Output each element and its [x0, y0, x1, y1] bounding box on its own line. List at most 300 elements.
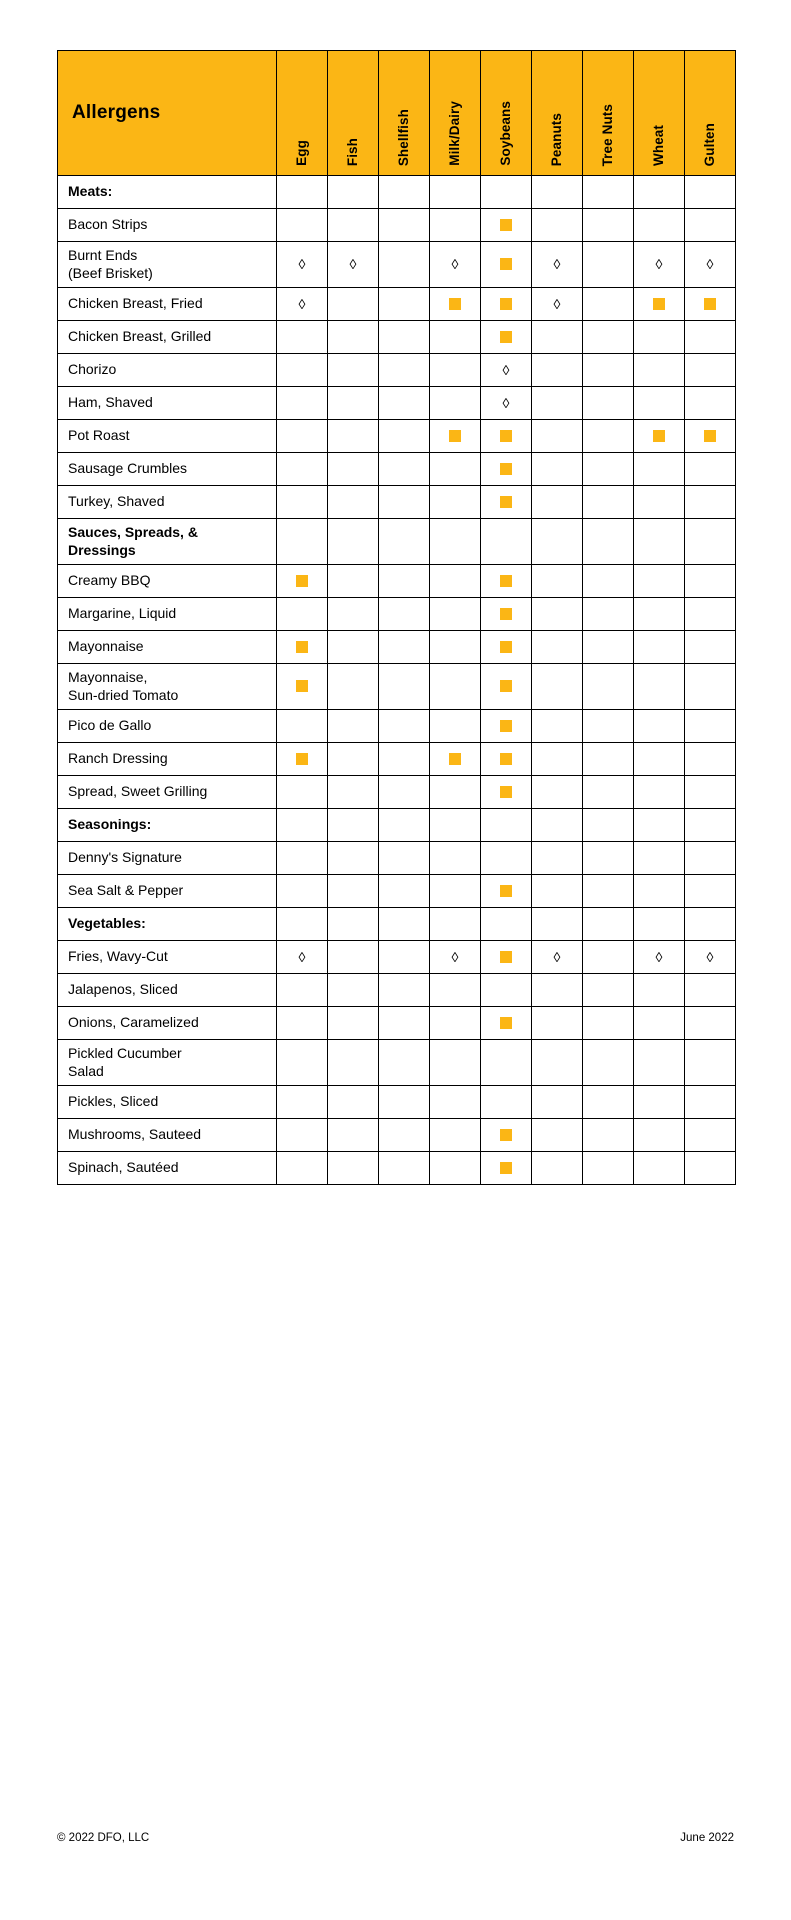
allergen-cell [481, 321, 532, 354]
allergen-cell [532, 908, 583, 941]
allergen-cell [685, 875, 736, 908]
contains-allergen-square-icon [500, 219, 512, 231]
allergen-cell [583, 664, 634, 710]
allergen-cell [379, 453, 430, 486]
contains-allergen-square-icon [449, 430, 461, 442]
allergen-cell [379, 519, 430, 565]
table-header [58, 51, 736, 176]
allergen-cell [634, 908, 685, 941]
footer [57, 1832, 734, 1844]
allergen-cell [583, 1119, 634, 1152]
allergen-cell [532, 1040, 583, 1086]
allergen-cell [277, 1007, 328, 1040]
allergen-cell [430, 664, 481, 710]
row-label: Sausage Crumbles [58, 453, 277, 486]
allergen-cell [379, 420, 430, 453]
allergen-cell [634, 809, 685, 842]
allergen-cell [277, 1086, 328, 1119]
allergen-cell [277, 974, 328, 1007]
row-label: Fries, Wavy-Cut [58, 941, 277, 974]
allergen-cell [277, 710, 328, 743]
contains-allergen-square-icon [500, 885, 512, 897]
allergen-cell [583, 565, 634, 598]
allergen-cell [481, 565, 532, 598]
allergen-cell [481, 242, 532, 288]
allergen-cell [634, 743, 685, 776]
row-label: Mayonnaise [58, 631, 277, 664]
allergen-cell [532, 974, 583, 1007]
row-label: Sea Salt & Pepper [58, 875, 277, 908]
column-header-shellfish [379, 51, 430, 176]
table-row [58, 743, 736, 776]
table-row [58, 1040, 736, 1086]
allergen-cell [685, 176, 736, 209]
allergen-cell [430, 776, 481, 809]
allergen-cell [583, 1007, 634, 1040]
allergen-cell [532, 1086, 583, 1119]
allergen-cell [634, 1152, 685, 1185]
allergen-cell [430, 631, 481, 664]
allergen-cell [532, 842, 583, 875]
allergen-cell [685, 387, 736, 420]
allergen-table-container [57, 50, 734, 1185]
allergen-cell [532, 710, 583, 743]
allergen-cell [634, 1007, 685, 1040]
allergen-cell [685, 1086, 736, 1119]
allergen-cell [379, 209, 430, 242]
may-contain-allergen-diamond-icon: ◊ [553, 948, 561, 965]
allergen-cell [685, 1119, 736, 1152]
row-label: Mushrooms, Sauteed [58, 1119, 277, 1152]
allergen-cell [277, 809, 328, 842]
allergen-cell [685, 908, 736, 941]
allergen-cell [583, 974, 634, 1007]
allergen-cell [481, 974, 532, 1007]
allergen-cell [685, 710, 736, 743]
allergen-cell [583, 519, 634, 565]
may-contain-allergen-diamond-icon: ◊ [553, 256, 561, 273]
table-row [58, 974, 736, 1007]
table-section-row [58, 519, 736, 565]
allergen-cell [481, 664, 532, 710]
allergen-cell [328, 776, 379, 809]
allergen-cell [685, 354, 736, 387]
allergen-cell [430, 941, 481, 974]
allergen-cell [277, 941, 328, 974]
column-header-label: Tree Nuts [600, 103, 616, 166]
allergen-cell [379, 631, 430, 664]
allergen-cell [583, 743, 634, 776]
allergen-cell [481, 842, 532, 875]
allergen-cell [685, 420, 736, 453]
allergen-cell [379, 875, 430, 908]
allergen-cell [685, 776, 736, 809]
row-label: Sauces, Spreads, & Dressings [58, 519, 277, 565]
table-row [58, 1086, 736, 1119]
allergen-cell [430, 908, 481, 941]
allergen-cell [634, 875, 685, 908]
table-row [58, 1119, 736, 1152]
column-header-label: Wheat [651, 125, 667, 166]
contains-allergen-square-icon [500, 1017, 512, 1029]
allergen-cell [277, 842, 328, 875]
allergen-cell [583, 486, 634, 519]
allergen-cell [583, 387, 634, 420]
allergen-cell [532, 242, 583, 288]
allergen-cell [583, 209, 634, 242]
allergen-cell [379, 842, 430, 875]
allergen-cell [277, 486, 328, 519]
allergen-cell [430, 242, 481, 288]
allergen-cell [583, 288, 634, 321]
row-label: Mayonnaise, Sun-dried Tomato [58, 664, 277, 710]
allergen-cell [481, 387, 532, 420]
allergen-cell [583, 1086, 634, 1119]
allergen-cell [583, 598, 634, 631]
allergen-cell [583, 176, 634, 209]
allergen-cell [634, 209, 685, 242]
allergen-cell [277, 776, 328, 809]
row-label: Spinach, Sautéed [58, 1152, 277, 1185]
allergen-cell [328, 565, 379, 598]
table-row [58, 420, 736, 453]
allergen-cell [430, 743, 481, 776]
allergen-cell [532, 776, 583, 809]
allergen-cell [532, 809, 583, 842]
allergen-cell [430, 354, 481, 387]
allergen-cell [634, 519, 685, 565]
allergen-cell [277, 664, 328, 710]
allergen-cell [430, 842, 481, 875]
copyright-text: © 2022 DFO, LLC [57, 1832, 150, 1844]
allergen-cell [532, 453, 583, 486]
allergen-cell [481, 420, 532, 453]
allergen-cell [685, 1152, 736, 1185]
allergen-cell [328, 387, 379, 420]
row-label: Pickles, Sliced [58, 1086, 277, 1119]
contains-allergen-square-icon [653, 298, 665, 310]
allergen-cell [277, 1119, 328, 1152]
allergen-cell [277, 743, 328, 776]
allergen-cell [379, 908, 430, 941]
allergen-cell [328, 420, 379, 453]
allergen-cell [634, 776, 685, 809]
allergen-cell [634, 941, 685, 974]
allergen-cell [481, 354, 532, 387]
contains-allergen-square-icon [500, 720, 512, 732]
header-row [58, 51, 736, 176]
allergen-cell [634, 321, 685, 354]
allergen-cell [685, 598, 736, 631]
allergen-cell [430, 209, 481, 242]
allergen-cell [685, 974, 736, 1007]
allergen-cell [532, 941, 583, 974]
page-title: Allergens [58, 51, 277, 176]
allergen-cell [685, 664, 736, 710]
allergen-cell [532, 664, 583, 710]
table-row [58, 842, 736, 875]
table-row [58, 387, 736, 420]
allergen-cell [430, 1152, 481, 1185]
row-label: Ranch Dressing [58, 743, 277, 776]
allergen-cell [685, 519, 736, 565]
allergen-cell [685, 321, 736, 354]
allergen-cell [481, 486, 532, 519]
table-section-row [58, 176, 736, 209]
allergen-cell [277, 387, 328, 420]
allergen-cell [685, 453, 736, 486]
allergen-table [57, 50, 736, 1185]
may-contain-allergen-diamond-icon: ◊ [298, 256, 306, 273]
allergen-cell [277, 908, 328, 941]
allergen-cell [583, 1040, 634, 1086]
allergen-cell [532, 1152, 583, 1185]
allergen-cell [634, 387, 685, 420]
allergen-cell [328, 453, 379, 486]
column-header-egg [277, 51, 328, 176]
allergen-cell [328, 519, 379, 565]
table-row [58, 209, 736, 242]
allergen-cell [583, 809, 634, 842]
allergen-cell [430, 176, 481, 209]
allergen-cell [328, 209, 379, 242]
contains-allergen-square-icon [449, 298, 461, 310]
table-row [58, 710, 736, 743]
table-section-row [58, 809, 736, 842]
allergen-cell [379, 321, 430, 354]
allergen-cell [379, 176, 430, 209]
allergen-cell [634, 1040, 685, 1086]
table-row [58, 242, 736, 288]
contains-allergen-square-icon [296, 680, 308, 692]
allergen-cell [277, 321, 328, 354]
table-row [58, 598, 736, 631]
contains-allergen-square-icon [500, 258, 512, 270]
contains-allergen-square-icon [296, 575, 308, 587]
row-label: Creamy BBQ [58, 565, 277, 598]
row-label: Bacon Strips [58, 209, 277, 242]
row-label: Pickled Cucumber Salad [58, 1040, 277, 1086]
allergen-cell [328, 1086, 379, 1119]
column-header-peanuts [532, 51, 583, 176]
allergen-cell [634, 598, 685, 631]
table-row [58, 486, 736, 519]
allergen-cell [685, 809, 736, 842]
table-row [58, 565, 736, 598]
may-contain-allergen-diamond-icon: ◊ [655, 256, 663, 273]
allergen-cell [277, 420, 328, 453]
allergen-cell [328, 974, 379, 1007]
column-header-tree-nuts [583, 51, 634, 176]
allergen-cell [430, 486, 481, 519]
allergen-cell [328, 242, 379, 288]
allergen-cell [481, 1119, 532, 1152]
column-header-fish [328, 51, 379, 176]
allergen-cell [328, 1152, 379, 1185]
allergen-cell [328, 354, 379, 387]
allergen-cell [532, 486, 583, 519]
allergen-cell [430, 809, 481, 842]
allergen-cell [685, 288, 736, 321]
allergen-cell [430, 1040, 481, 1086]
allergen-cell [532, 387, 583, 420]
allergen-cell [379, 354, 430, 387]
allergen-cell [481, 941, 532, 974]
allergen-cell [532, 420, 583, 453]
column-header-label: Fish [345, 137, 361, 166]
contains-allergen-square-icon [296, 641, 308, 653]
contains-allergen-square-icon [500, 331, 512, 343]
row-label: Meats: [58, 176, 277, 209]
may-contain-allergen-diamond-icon: ◊ [502, 394, 510, 411]
allergen-cell [481, 1152, 532, 1185]
allergen-cell [379, 1119, 430, 1152]
allergen-cell [583, 1152, 634, 1185]
may-contain-allergen-diamond-icon: ◊ [451, 256, 459, 273]
allergen-cell [634, 420, 685, 453]
contains-allergen-square-icon [500, 1162, 512, 1174]
may-contain-allergen-diamond-icon: ◊ [706, 256, 714, 273]
allergen-cell [634, 288, 685, 321]
allergen-cell [481, 908, 532, 941]
allergen-cell [481, 1040, 532, 1086]
allergen-cell [634, 710, 685, 743]
allergen-cell [379, 1007, 430, 1040]
table-row [58, 776, 736, 809]
allergen-cell [379, 1040, 430, 1086]
allergen-cell [328, 941, 379, 974]
allergen-cell [328, 1007, 379, 1040]
allergen-cell [481, 209, 532, 242]
allergen-cell [583, 842, 634, 875]
allergen-cell [583, 631, 634, 664]
allergen-cell [430, 387, 481, 420]
allergen-cell [277, 176, 328, 209]
allergen-cell [328, 288, 379, 321]
contains-allergen-square-icon [500, 786, 512, 798]
table-body [58, 176, 736, 1185]
allergen-cell [532, 519, 583, 565]
allergen-cell [328, 598, 379, 631]
may-contain-allergen-diamond-icon: ◊ [655, 948, 663, 965]
allergen-cell [379, 941, 430, 974]
allergen-cell [328, 321, 379, 354]
allergen-cell [277, 209, 328, 242]
allergen-cell [379, 1152, 430, 1185]
allergen-cell [328, 176, 379, 209]
allergen-cell [532, 321, 583, 354]
table-row [58, 941, 736, 974]
allergen-cell [583, 776, 634, 809]
table-section-row [58, 908, 736, 941]
row-label: Chorizo [58, 354, 277, 387]
allergen-cell [481, 875, 532, 908]
allergen-cell [634, 631, 685, 664]
allergen-cell [634, 486, 685, 519]
allergen-cell [634, 1119, 685, 1152]
row-label: Chicken Breast, Grilled [58, 321, 277, 354]
column-header-milk-dairy [430, 51, 481, 176]
allergen-cell [430, 1119, 481, 1152]
may-contain-allergen-diamond-icon: ◊ [349, 256, 357, 273]
allergen-cell [583, 875, 634, 908]
allergen-cell [685, 631, 736, 664]
allergen-cell [583, 453, 634, 486]
allergen-cell [634, 565, 685, 598]
allergen-cell [583, 420, 634, 453]
allergen-cell [481, 453, 532, 486]
row-label: Seasonings: [58, 809, 277, 842]
column-header-label: Egg [294, 140, 310, 166]
row-label: Jalapenos, Sliced [58, 974, 277, 1007]
allergen-cell [379, 242, 430, 288]
allergen-cell [583, 941, 634, 974]
row-label: Onions, Caramelized [58, 1007, 277, 1040]
allergen-cell [685, 743, 736, 776]
row-label: Chicken Breast, Fried [58, 288, 277, 321]
allergen-cell [532, 565, 583, 598]
table-row [58, 1152, 736, 1185]
allergen-cell [583, 242, 634, 288]
column-header-label: Soybeans [498, 101, 514, 166]
allergen-cell [481, 776, 532, 809]
allergen-cell [430, 710, 481, 743]
may-contain-allergen-diamond-icon: ◊ [298, 295, 306, 312]
allergen-cell [685, 842, 736, 875]
allergen-cell [532, 354, 583, 387]
contains-allergen-square-icon [500, 430, 512, 442]
contains-allergen-square-icon [500, 496, 512, 508]
allergen-cell [430, 1007, 481, 1040]
column-header-label: Gulten [702, 122, 718, 166]
allergen-cell [430, 875, 481, 908]
row-label: Pot Roast [58, 420, 277, 453]
allergen-cell [430, 974, 481, 1007]
allergen-cell [430, 453, 481, 486]
table-row [58, 631, 736, 664]
column-header-label: Milk/Dairy [447, 101, 463, 166]
allergen-cell [328, 743, 379, 776]
allergen-cell [583, 354, 634, 387]
may-contain-allergen-diamond-icon: ◊ [706, 948, 714, 965]
table-row [58, 354, 736, 387]
allergen-cell [430, 288, 481, 321]
allergen-cell [379, 565, 430, 598]
allergen-cell [379, 288, 430, 321]
allergen-cell [583, 710, 634, 743]
allergen-cell [379, 710, 430, 743]
column-header-wheat [634, 51, 685, 176]
allergen-cell [634, 453, 685, 486]
allergen-cell [328, 908, 379, 941]
table-row [58, 875, 736, 908]
allergen-cell [634, 1086, 685, 1119]
allergen-cell [634, 974, 685, 1007]
allergen-cell [583, 321, 634, 354]
column-header-soybeans [481, 51, 532, 176]
row-label: Margarine, Liquid [58, 598, 277, 631]
allergen-cell [532, 176, 583, 209]
allergen-cell [481, 710, 532, 743]
allergen-cell [328, 710, 379, 743]
row-label: Spread, Sweet Grilling [58, 776, 277, 809]
allergen-cell [379, 598, 430, 631]
allergen-cell [583, 908, 634, 941]
column-header-label: Shellfish [396, 108, 412, 166]
allergen-cell [277, 288, 328, 321]
contains-allergen-square-icon [704, 430, 716, 442]
allergen-cell [277, 1152, 328, 1185]
